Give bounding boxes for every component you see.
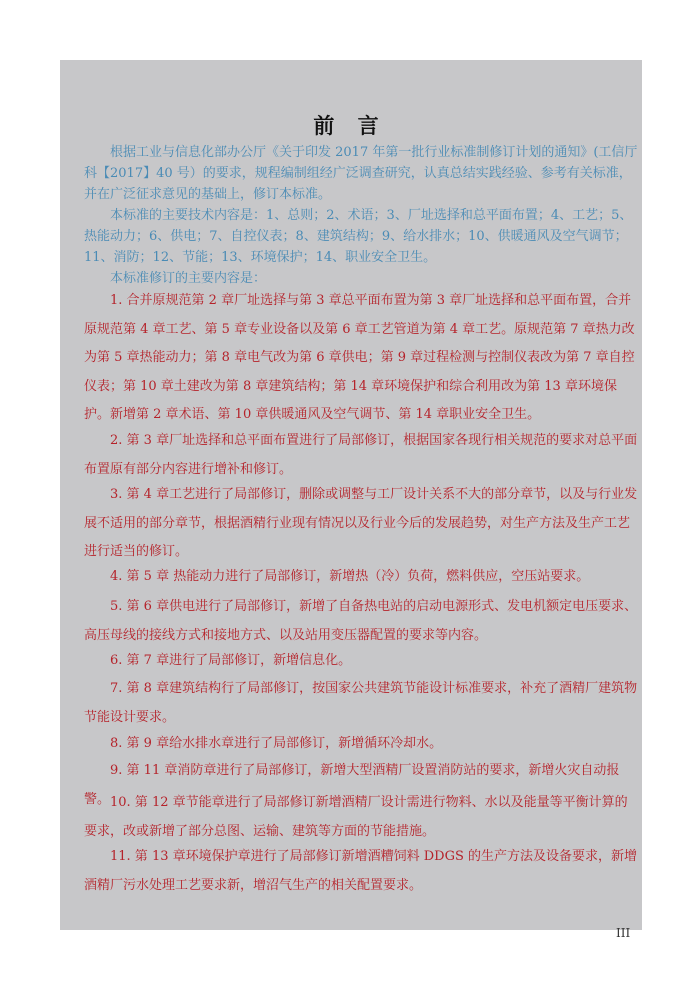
revision-item: 5. 第 6 章供电进行了局部修订，新增了自备热电站的启动电源形式、发电机额定电压要求、高压母线的接线方式和接地方式、以及站用变压器配置的要求等内容。: [84, 599, 638, 643]
revision-item: 9. 第 11 章消防章进行了局部修订，新增大型酒精厂设置消防站的要求，新增火灾自动报警。: [84, 763, 620, 807]
page-number: III: [616, 926, 631, 940]
revision-item: 8. 第 9 章给水排水章进行了局部修订，新增循环冷却水。: [110, 736, 443, 751]
intro-paragraph: 根据工业与信息化部办公厅《关于印发 2017 年第一批行业标准制修订计划的通知》(工信厅科【2017】40 号）的要求，规程编制组经广泛调查研究，认真总结实践经验、参考有关标准，并在广泛征求意见的基础上，修订本标准。: [84, 145, 638, 202]
revision-item: 3. 第 4 章工艺进行了局部修订，删除或调整与工厂设计关系不大的部分章节，以及与行业发展不适用的部分章节，根据酒精行业现有情况以及行业今后的发展趋势，对生产方法及生产工艺进行适当的修订。: [84, 487, 638, 559]
revision-item: 10. 第 12 章节能章进行了局部修订新增酒精厂设计需进行物料、水以及能量等平衡计算的要求，改或新增了部分总图、运输、建筑等方面的节能措施。: [84, 795, 628, 839]
revision-item: 2. 第 3 章厂址选择和总平面布置进行了局部修订，根据国家各现行相关规范的要求对总平面布置原有部分内容进行增补和修订。: [84, 433, 638, 477]
revision-item: 4. 第 5 章 热能动力进行了局部修订，新增热（冷）负荷，燃料供应，空压站要求。: [110, 569, 590, 584]
intro-paragraph: 本标准修订的主要内容是：: [110, 271, 267, 286]
revision-item: 1. 合并原规范第 2 章厂址选择与第 3 章总平面布置为第 3 章厂址选择和总平面布置，合并原规范第 4 章工艺、第 5 章专业设备以及第 6 章工艺管道为第 4 章工艺。原规范第 7 章热力改为第 5 章热能动力；第 8 章电气改为第 6 章供电；第 9 章过程检测与控制仪表改为第 7 章自控仪表；第 10 章土建改为第 8 章建筑结构；第 14 章环境保护和综合利用改为第 13 章环境保护。新增第 2 章术语、第 10 章供暖通风及空气调节、第 14 章职业安全卫生。: [84, 293, 635, 422]
intro-paragraph: 本标准的主要技术内容是：1、总则；2、术语；3、厂址选择和总平面布置；4、工艺；5、热能动力；6、供电；7、自控仪表；8、建筑结构；9、给水排水；10、供暖通风及空气调节；11、消防；12、节能；13、环境保护；14、职业安全卫生。: [84, 208, 633, 265]
revision-item: 11. 第 13 章环境保护章进行了局部修订新增酒糟饲料 DDGS 的生产方法及设备要求，新增酒精厂污水处理工艺要求新，增沼气生产的相关配置要求。: [84, 849, 638, 893]
revision-item: 6. 第 7 章进行了局部修订，新增信息化。: [110, 653, 352, 668]
page-title: 前 言: [313, 113, 387, 138]
revision-item: 7. 第 8 章建筑结构行了局部修订，按国家公共建筑节能设计标准要求，补充了酒精厂建筑物节能设计要求。: [84, 681, 638, 725]
